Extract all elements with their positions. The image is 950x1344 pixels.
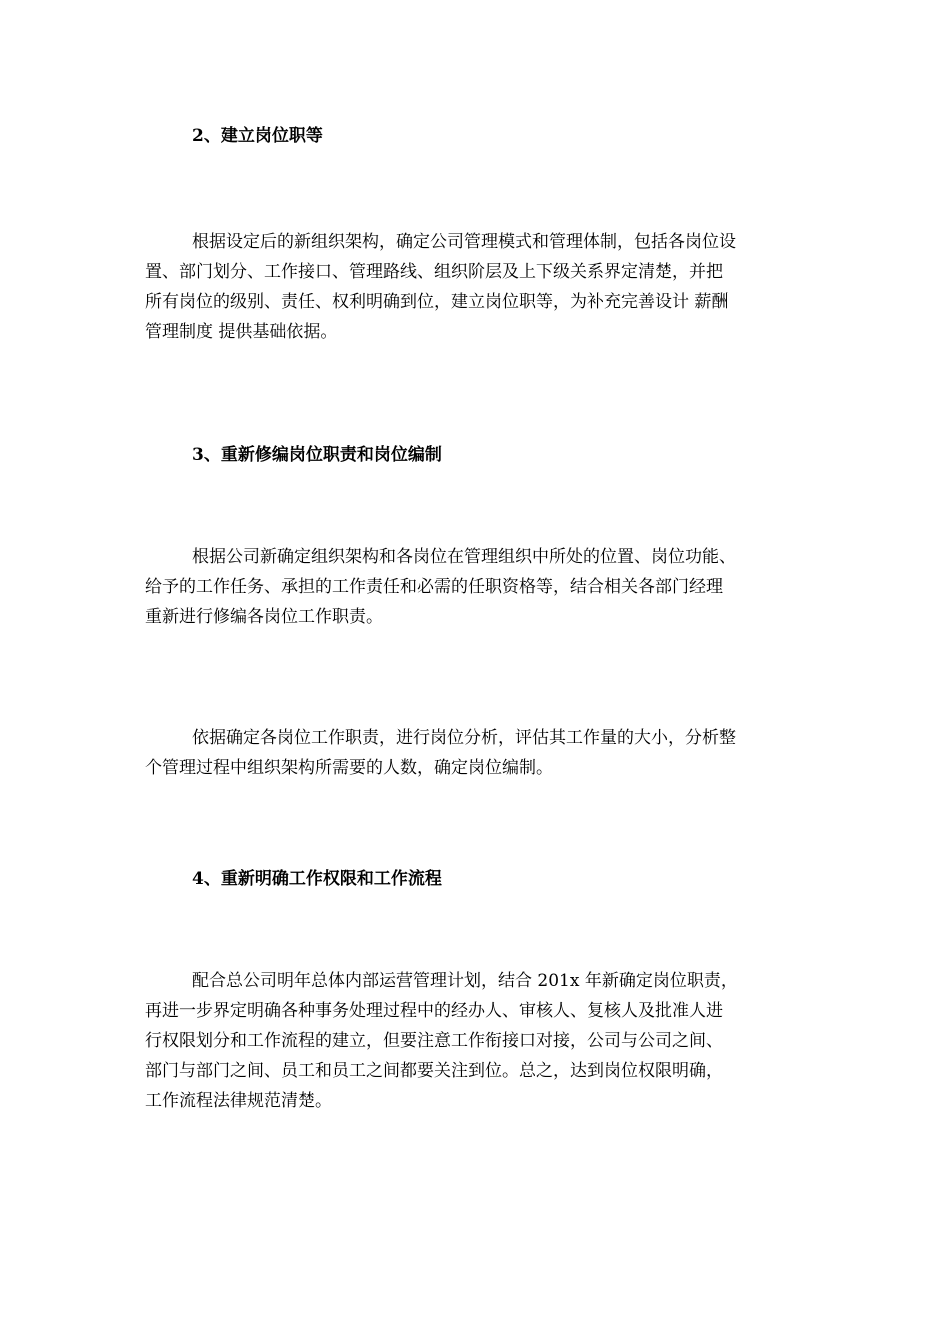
paragraph-line: 重新进行修编各岗位工作职责。 (145, 607, 383, 627)
paragraph-line: 管理制度 提供基础依据。 (145, 322, 338, 342)
paragraph-line: 所有岗位的级别、责任、权利明确到位，建立岗位职等，为补充完善设计 薪酬 (145, 292, 729, 312)
paragraph-4-1 (145, 966, 820, 1116)
paragraph-line: 再进一步界定明确各种事务处理过程中的经办人、审核人、复核人及批准人进 (145, 1001, 723, 1021)
paragraph-line: 工作流程法律规范清楚。 (145, 1091, 332, 1111)
paragraph-2-1 (145, 227, 820, 347)
paragraph-line: 给予的工作任务、承担的工作责任和必需的任职资格等，结合相关各部门经理 (145, 577, 723, 597)
paragraph-line: 根据公司新确定组织架构和各岗位在管理组织中所处的位置、岗位功能、 (192, 547, 736, 567)
paragraph-line: 根据设定后的新组织架构，确定公司管理模式和管理体制，包括各岗位设 (192, 232, 736, 252)
paragraph-line: 置、部门划分、工作接口、管理路线、组织阶层及上下级关系界定清楚，并把 (145, 262, 723, 282)
paragraph-3-1 (145, 542, 820, 632)
paragraph-3-2 (145, 723, 820, 783)
section-heading-4: 4、重新明确工作权限和工作流程 (192, 869, 442, 889)
section-heading-3: 3、重新修编岗位职责和岗位编制 (192, 445, 442, 465)
paragraph-line: 行权限划分和工作流程的建立，但要注意工作衔接口对接，公司与公司之间、 (145, 1031, 723, 1051)
paragraph-line: 依据确定各岗位工作职责，进行岗位分析，评估其工作量的大小，分析整 (192, 728, 736, 748)
paragraph-line: 个管理过程中组织架构所需要的人数，确定岗位编制。 (145, 758, 553, 778)
paragraph-line: 配合总公司明年总体内部运营管理计划，结合 201x 年新确定岗位职责， (192, 971, 738, 991)
paragraph-line: 部门与部门之间、员工和员工之间都要关注到位。总之，达到岗位权限明确， (145, 1061, 723, 1081)
section-heading-2: 2、建立岗位职等 (192, 126, 323, 146)
